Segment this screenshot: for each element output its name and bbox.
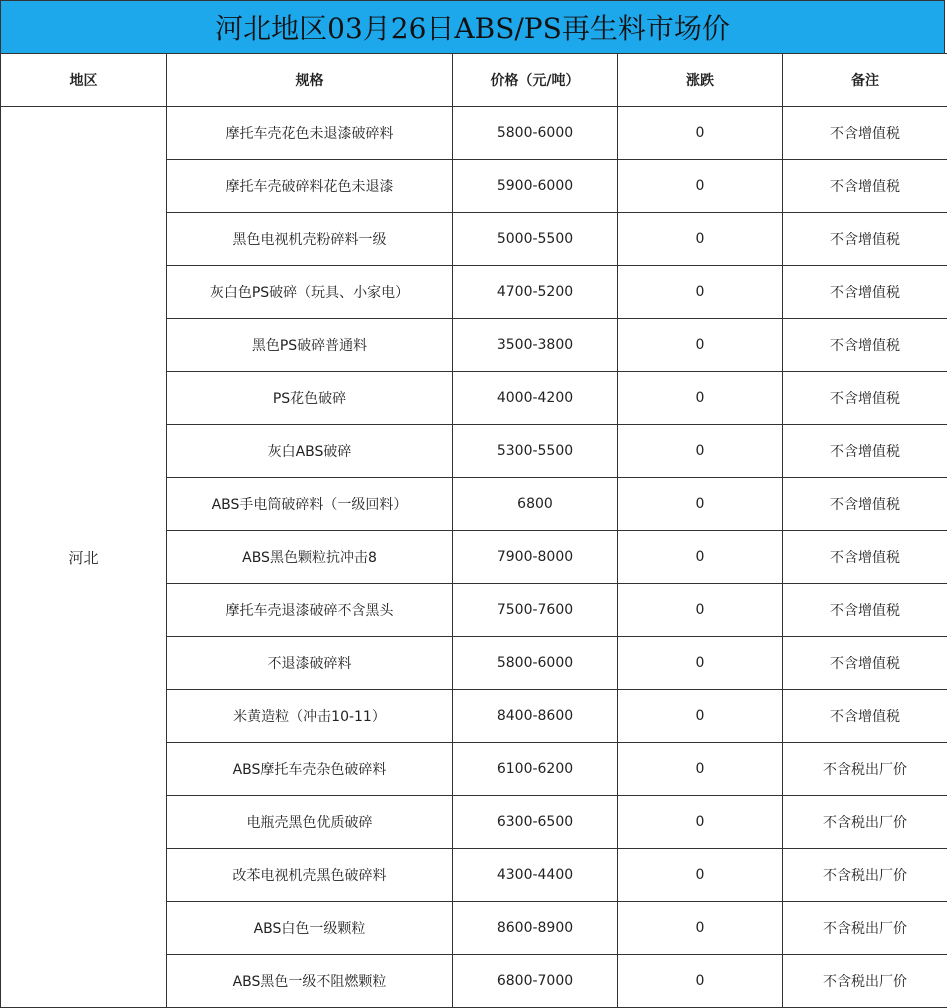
note-cell: 不含增值税 [783,637,947,690]
note-cell: 不含税出厂价 [783,796,947,849]
price-cell: 5800-6000 [453,107,618,160]
change-cell: 0 [618,584,783,637]
change-cell: 0 [618,319,783,372]
note-cell: 不含税出厂价 [783,743,947,796]
spec-cell: 不退漆破碎料 [167,637,453,690]
spec-cell: ABS摩托车壳杂色破碎料 [167,743,453,796]
change-cell: 0 [618,637,783,690]
note-cell: 不含增值税 [783,690,947,743]
spec-cell: ABS黑色一级不阻燃颗粒 [167,955,453,1008]
header-spec: 规格 [167,54,453,107]
note-cell: 不含增值税 [783,107,947,160]
note-cell: 不含增值税 [783,531,947,584]
price-cell: 6300-6500 [453,796,618,849]
change-cell: 0 [618,213,783,266]
price-cell: 8400-8600 [453,690,618,743]
note-cell: 不含税出厂价 [783,902,947,955]
note-cell: 不含增值税 [783,425,947,478]
change-cell: 0 [618,902,783,955]
price-cell: 5000-5500 [453,213,618,266]
spec-cell: PS花色破碎 [167,372,453,425]
table-header-row [1,54,947,107]
price-table [0,53,947,1008]
price-cell: 7900-8000 [453,531,618,584]
note-cell: 不含税出厂价 [783,955,947,1008]
header-price: 价格（元/吨） [453,54,618,107]
change-cell: 0 [618,266,783,319]
table-body [1,107,947,1008]
note-cell: 不含增值税 [783,160,947,213]
change-cell: 0 [618,955,783,1008]
note-cell: 不含增值税 [783,478,947,531]
note-cell: 不含税出厂价 [783,849,947,902]
note-cell: 不含增值税 [783,213,947,266]
change-cell: 0 [618,425,783,478]
price-cell: 6800 [453,478,618,531]
change-cell: 0 [618,796,783,849]
change-cell: 0 [618,478,783,531]
note-cell: 不含增值税 [783,372,947,425]
table-row [1,107,947,160]
change-cell: 0 [618,743,783,796]
header-change: 涨跌 [618,54,783,107]
spec-cell: 灰白ABS破碎 [167,425,453,478]
price-cell: 5800-6000 [453,637,618,690]
price-cell: 5300-5500 [453,425,618,478]
spec-cell: 黑色电视机壳粉碎料一级 [167,213,453,266]
change-cell: 0 [618,160,783,213]
price-cell: 8600-8900 [453,902,618,955]
note-cell: 不含增值税 [783,319,947,372]
price-cell: 3500-3800 [453,319,618,372]
price-cell: 6100-6200 [453,743,618,796]
spec-cell: 摩托车壳花色未退漆破碎料 [167,107,453,160]
price-cell: 4000-4200 [453,372,618,425]
spec-cell: ABS白色一级颗粒 [167,902,453,955]
price-cell: 6800-7000 [453,955,618,1008]
spec-cell: ABS手电筒破碎料（一级回料） [167,478,453,531]
region-cell: 河北 [1,107,167,1008]
spec-cell: 黑色PS破碎普通料 [167,319,453,372]
spec-cell: 摩托车壳破碎料花色未退漆 [167,160,453,213]
header-region: 地区 [1,54,167,107]
page-title: 河北地区03月26日ABS/PS再生料市场价 [215,12,730,45]
note-cell: 不含增值税 [783,584,947,637]
change-cell: 0 [618,849,783,902]
title-bar [0,0,945,53]
note-cell: 不含增值税 [783,266,947,319]
change-cell: 0 [618,107,783,160]
price-cell: 4700-5200 [453,266,618,319]
price-cell: 5900-6000 [453,160,618,213]
price-cell: 4300-4400 [453,849,618,902]
change-cell: 0 [618,690,783,743]
price-cell: 7500-7600 [453,584,618,637]
header-note: 备注 [783,54,947,107]
spec-cell: 改苯电视机壳黑色破碎料 [167,849,453,902]
change-cell: 0 [618,372,783,425]
spec-cell: 摩托车壳退漆破碎不含黑头 [167,584,453,637]
spec-cell: 米黄造粒（冲击10-11） [167,690,453,743]
change-cell: 0 [618,531,783,584]
spec-cell: 灰白色PS破碎（玩具、小家电） [167,266,453,319]
spec-cell: ABS黑色颗粒抗冲击8 [167,531,453,584]
spec-cell: 电瓶壳黑色优质破碎 [167,796,453,849]
